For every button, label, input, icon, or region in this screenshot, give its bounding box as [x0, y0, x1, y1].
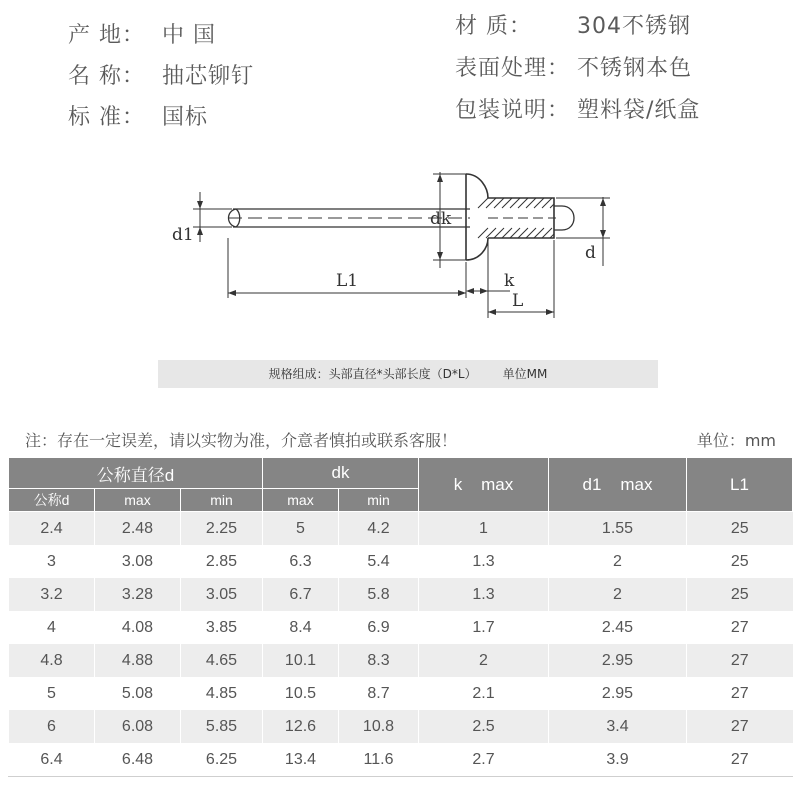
table-row	[9, 677, 793, 710]
spec-value: 304不锈钢	[577, 14, 691, 39]
cell-dk-min: 8.3	[339, 644, 419, 677]
cell-d-min: 4.85	[181, 677, 263, 710]
label-k: k	[504, 271, 515, 291]
cell-k-max: 1.3	[419, 578, 549, 611]
cell-dk-min: 6.9	[339, 611, 419, 644]
cell-d-min: 5.85	[181, 710, 263, 743]
header-dk: dk	[263, 458, 419, 489]
cell-dk-max: 10.1	[263, 644, 339, 677]
cell-d-min: 2.25	[181, 512, 263, 546]
cell-nominal-d: 3.2	[9, 578, 95, 611]
cell-d1-max: 2.45	[549, 611, 687, 644]
cell-dk-max: 13.4	[263, 743, 339, 777]
cell-k-max: 2.7	[419, 743, 549, 777]
label-dk: dk	[430, 209, 452, 229]
cell-L1: 25	[687, 512, 793, 546]
cell-k-max: 2	[419, 644, 549, 677]
cell-dk-min: 11.6	[339, 743, 419, 777]
cell-d1-max: 2.95	[549, 677, 687, 710]
cell-k-max: 1	[419, 512, 549, 546]
table-row	[9, 578, 793, 611]
cell-d-min: 3.85	[181, 611, 263, 644]
cell-nominal-d: 5	[9, 677, 95, 710]
spec-composition-banner	[158, 360, 658, 388]
spec-key: 包装说明：	[455, 98, 571, 123]
spec-value: 抽芯铆钉	[162, 64, 255, 89]
cell-dk-min: 4.2	[339, 512, 419, 546]
table-row	[9, 644, 793, 677]
spec-origin	[68, 22, 216, 50]
subheader-nominal-d: 公称d	[9, 489, 95, 512]
spec-value: 中 国	[162, 23, 216, 48]
cell-nominal-d: 6.4	[9, 743, 95, 777]
spec-name	[68, 63, 254, 91]
cell-d-max: 4.88	[95, 644, 181, 677]
spec-standard	[68, 104, 208, 132]
cell-k-max: 1.7	[419, 611, 549, 644]
cell-d-min: 3.05	[181, 578, 263, 611]
dimension-table	[8, 457, 793, 777]
cell-L1: 27	[687, 710, 793, 743]
spec-surface	[455, 55, 692, 83]
header-d1-max: d1 max	[549, 458, 687, 512]
table-row	[9, 545, 793, 578]
cell-dk-min: 10.8	[339, 710, 419, 743]
cell-dk-min: 8.7	[339, 677, 419, 710]
cell-L1: 27	[687, 677, 793, 710]
unit-label: 单位：mm	[696, 431, 776, 450]
cell-nominal-d: 3	[9, 545, 95, 578]
label-d: d	[585, 243, 596, 263]
cell-d-max: 3.08	[95, 545, 181, 578]
cell-dk-max: 10.5	[263, 677, 339, 710]
cell-d-max: 4.08	[95, 611, 181, 644]
header-nominal-diameter: 公称直径d	[9, 458, 263, 489]
spec-packaging	[455, 97, 700, 125]
cell-d1-max: 1.55	[549, 512, 687, 546]
table-row	[9, 611, 793, 644]
cell-dk-min: 5.8	[339, 578, 419, 611]
banner-spec-text: 规格组成：头部直径*头部长度（D*L）	[268, 367, 477, 381]
spec-key: 产 地：	[68, 23, 145, 48]
cell-nominal-d: 4	[9, 611, 95, 644]
cell-L1: 25	[687, 545, 793, 578]
cell-nominal-d: 2.4	[9, 512, 95, 546]
label-L1: L1	[336, 271, 359, 291]
cell-d-max: 6.48	[95, 743, 181, 777]
cell-d-max: 6.08	[95, 710, 181, 743]
header-L1: L1	[687, 458, 793, 512]
cell-d1-max: 3.9	[549, 743, 687, 777]
subheader-d-max: max	[95, 489, 181, 512]
label-L: L	[512, 291, 524, 311]
cell-d-max: 2.48	[95, 512, 181, 546]
cell-d1-max: 2.95	[549, 644, 687, 677]
spec-key: 名 称：	[68, 64, 145, 89]
label-d1: d1	[172, 225, 194, 245]
subheader-dk-max: max	[263, 489, 339, 512]
cell-d1-max: 2	[549, 578, 687, 611]
cell-dk-max: 6.7	[263, 578, 339, 611]
spec-value: 不锈钢本色	[577, 56, 693, 81]
cell-dk-max: 6.3	[263, 545, 339, 578]
spec-key: 表面处理：	[455, 56, 571, 81]
cell-dk-max: 12.6	[263, 710, 339, 743]
disclaimer-note: 注：存在一定误差，请以实物为准，介意者慎拍或联系客服！	[25, 431, 458, 450]
spec-value: 塑料袋/纸盒	[577, 98, 701, 123]
cell-L1: 27	[687, 611, 793, 644]
cell-k-max: 1.3	[419, 545, 549, 578]
cell-k-max: 2.1	[419, 677, 549, 710]
cell-L1: 25	[687, 578, 793, 611]
spec-key: 材 质：	[455, 14, 532, 39]
subheader-dk-min: min	[339, 489, 419, 512]
header-k-max: k max	[419, 458, 549, 512]
cell-L1: 27	[687, 743, 793, 777]
subheader-d-min: min	[181, 489, 263, 512]
cell-dk-max: 5	[263, 512, 339, 546]
cell-dk-max: 8.4	[263, 611, 339, 644]
banner-unit-text: 单位MM	[502, 367, 548, 381]
spec-value: 国标	[162, 105, 209, 130]
spec-material	[455, 13, 691, 41]
table-row	[9, 743, 793, 777]
cell-d-max: 3.28	[95, 578, 181, 611]
cell-d-min: 6.25	[181, 743, 263, 777]
cell-k-max: 2.5	[419, 710, 549, 743]
rivet-diagram	[0, 160, 800, 330]
table-row	[9, 710, 793, 743]
cell-dk-min: 5.4	[339, 545, 419, 578]
cell-L1: 27	[687, 644, 793, 677]
cell-d1-max: 2	[549, 545, 687, 578]
cell-nominal-d: 4.8	[9, 644, 95, 677]
spec-key: 标 准：	[68, 105, 145, 130]
cell-d1-max: 3.4	[549, 710, 687, 743]
table-row	[9, 512, 793, 546]
cell-d-min: 2.85	[181, 545, 263, 578]
cell-d-min: 4.65	[181, 644, 263, 677]
cell-nominal-d: 6	[9, 710, 95, 743]
cell-d-max: 5.08	[95, 677, 181, 710]
